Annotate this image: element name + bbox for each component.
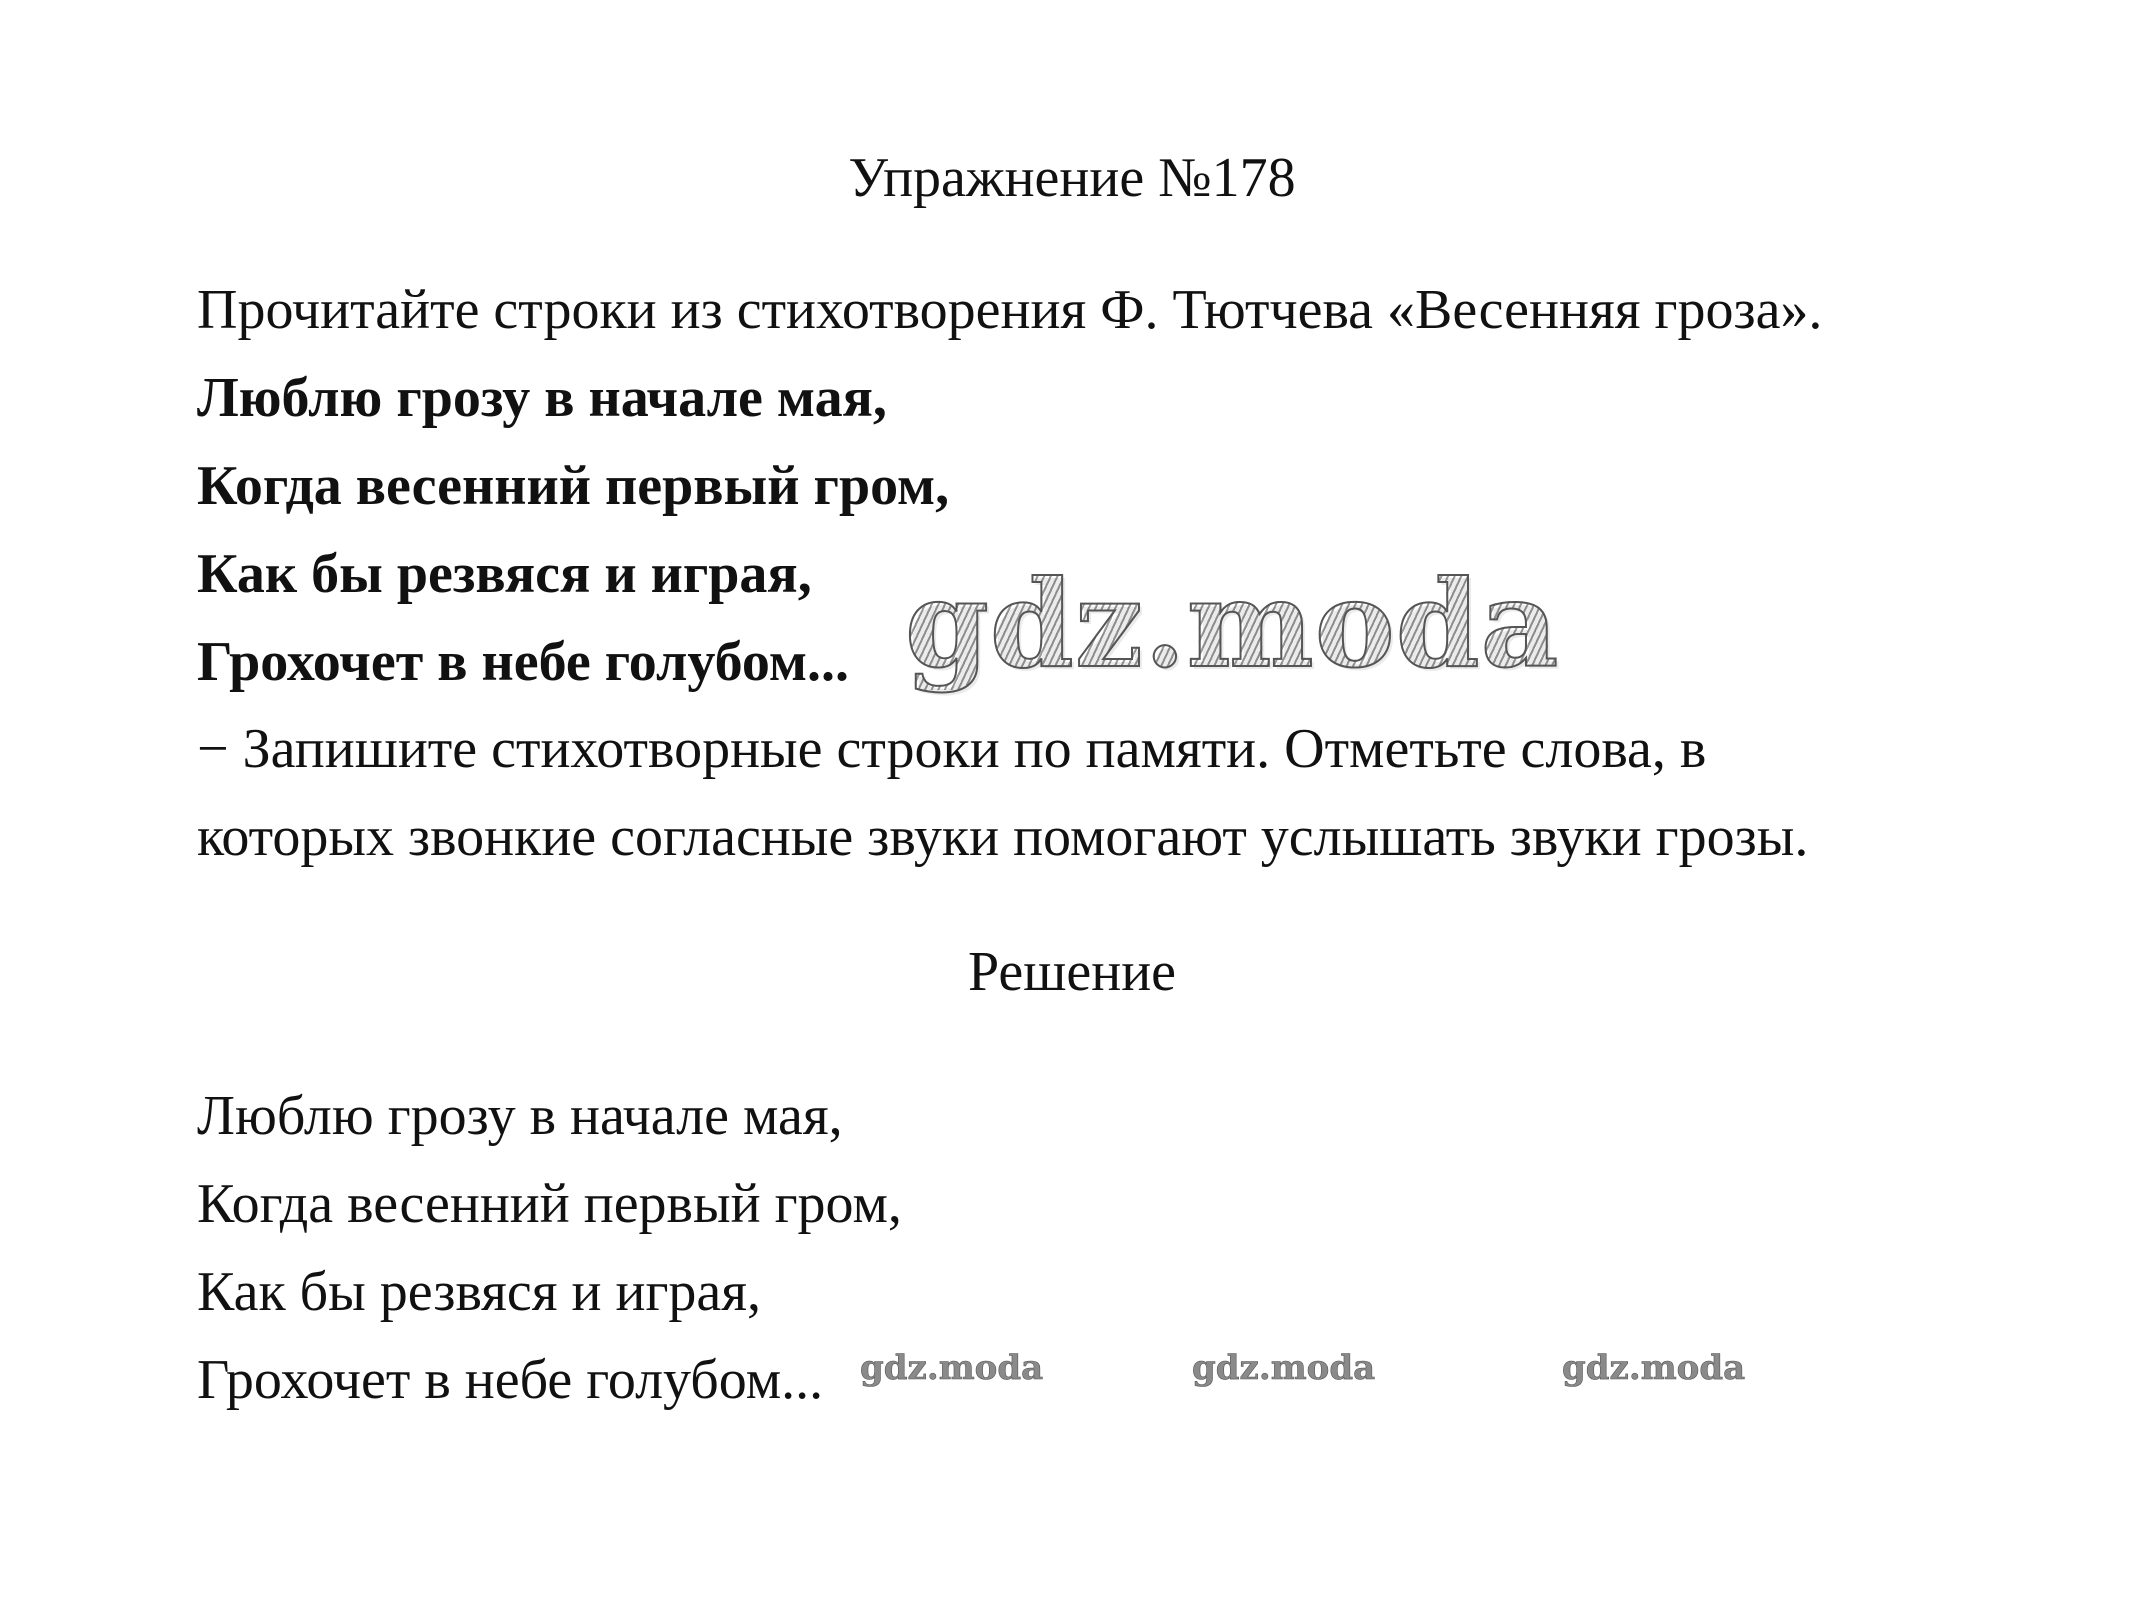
solution-line-2: Когда весенний первый гром, bbox=[197, 1173, 902, 1235]
solution-line-4: Грохочет в небе голубом... bbox=[197, 1349, 824, 1411]
task-intro: Прочитайте строки из стихотворения Ф. Тютчева «Весенняя гроза». bbox=[197, 279, 1823, 341]
task-poem-line-3: Как бы резвяся и играя, bbox=[197, 543, 812, 605]
watermark-small: gdz.moda bbox=[1192, 1348, 1376, 1388]
watermark-large: gdz.moda bbox=[905, 554, 1560, 695]
task-instruction-line-1: − Запишите стихотворные строки по памяти. Отметьте слова, в bbox=[197, 718, 1707, 780]
watermark-small: gdz.moda bbox=[1562, 1348, 1746, 1388]
watermark-small: gdz.moda bbox=[860, 1348, 1044, 1388]
task-poem-line-1: Люблю грозу в начале мая, bbox=[197, 367, 887, 429]
solution-heading: Решение bbox=[967, 941, 1177, 1003]
solution-line-1: Люблю грозу в начале мая, bbox=[197, 1085, 843, 1147]
task-instruction-line-2: которых звонкие согласные звуки помогают услышать звуки грозы. bbox=[197, 806, 1809, 868]
task-poem-line-4: Грохочет в небе голубом... bbox=[197, 631, 850, 693]
exercise-title: Упражнение №178 bbox=[848, 147, 1296, 209]
solution-line-3: Как бы резвяся и играя, bbox=[197, 1261, 762, 1323]
task-poem-line-2: Когда весенний первый гром, bbox=[197, 455, 950, 517]
